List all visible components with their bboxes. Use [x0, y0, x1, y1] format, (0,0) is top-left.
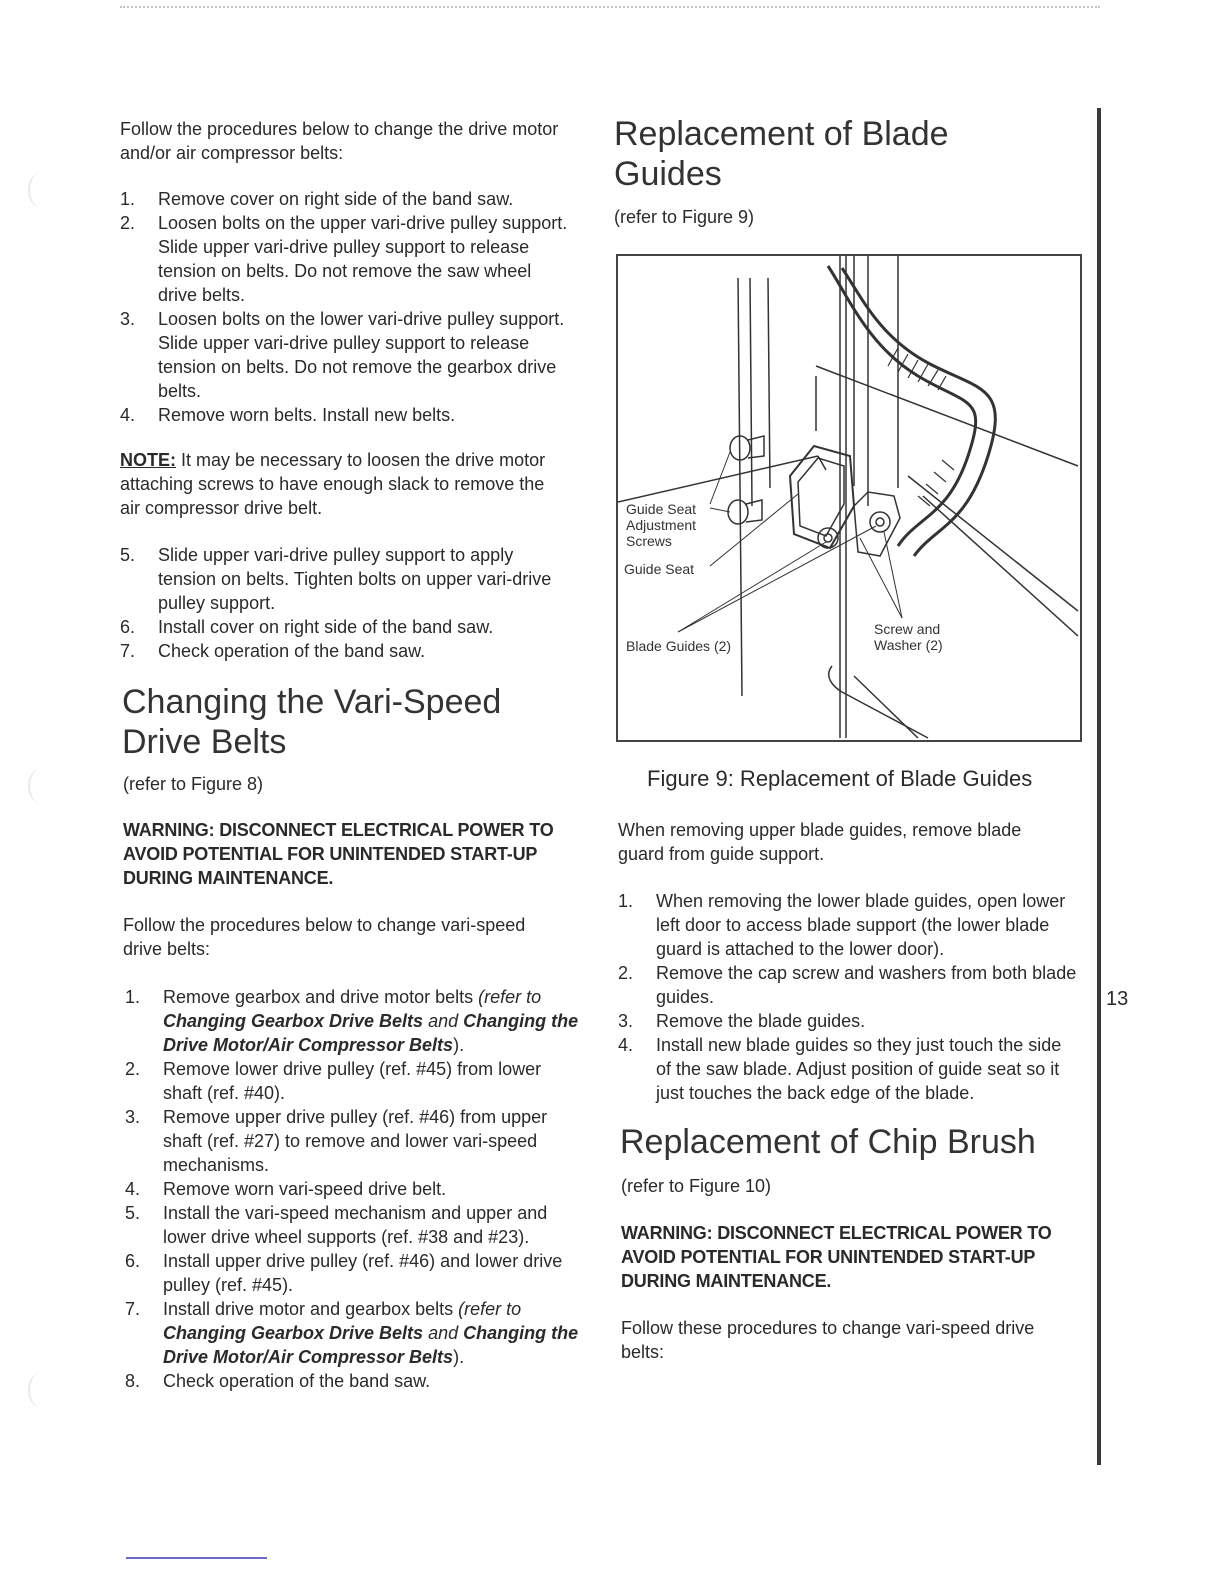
figure-label: Guide Seat — [626, 501, 697, 517]
air-hose — [828, 266, 976, 546]
table-edge — [618, 456, 818, 502]
list-item: 7. Check operation of the band saw. — [120, 641, 426, 661]
figure-reference: (refer to Figure 9) — [614, 207, 755, 227]
figure-label: Screw and — [874, 621, 941, 637]
punch-hole-mark — [28, 172, 56, 208]
punch-hole-mark — [28, 1372, 56, 1408]
list-item: 3. Remove upper drive pulley (ref. #46) from upper shaft (ref. #27) to remove and lower vari-speed mechanisms. — [125, 1107, 548, 1175]
footer-rule — [126, 1557, 267, 1559]
procedure-intro: Follow these procedures to change vari-speed drive belts: — [621, 1318, 1035, 1362]
lower-frame-line — [829, 666, 928, 738]
removal-intro: When removing upper blade guides, remove blade guard from guide support. — [618, 820, 1022, 864]
figure-9-illustration — [616, 254, 1082, 742]
list-item: 6. Install cover on right side of the band saw. — [120, 617, 494, 637]
list-item: 5. Install the vari-speed mechanism and upper and lower drive wheel supports (ref. #38 and #23). — [125, 1203, 548, 1247]
list-item: 2. Loosen bolts on the upper vari-drive pulley support. Slide upper vari-drive pulley support to release tension on belts. Do not remove the saw wheel drive belts. — [120, 213, 568, 305]
list-item: 7. Install drive motor and gearbox belts (refer to Changing Gearbox Drive Belts and Changing the Drive Motor/Air Compressor Belts). — [125, 1299, 579, 1367]
panel-edge — [816, 366, 1078, 466]
figure-label: Screws — [626, 533, 672, 549]
guide-seat-face — [798, 458, 844, 536]
list-item: 5. Slide upper vari-drive pulley support to apply tension on belts. Tighten bolts on upper vari-drive pulley support. — [120, 545, 552, 613]
cross-reference: Changing Gearbox Drive Belts — [163, 1011, 424, 1031]
figure-caption: Figure 9: Replacement of Blade Guides — [647, 766, 1033, 791]
cross-reference: Changing the Drive Motor/Air Compressor Belts — [163, 1323, 579, 1367]
section-heading: Replacement of Chip Brush — [620, 1123, 1036, 1161]
list-item: 6. Install upper drive pulley (ref. #46) and lower drive pulley (ref. #45). — [125, 1251, 563, 1295]
blade-guide-steps-list — [618, 889, 1080, 1105]
section-heading: Changing the Vari-Speed Drive Belts — [122, 683, 502, 761]
figure-label: Guide Seat — [624, 561, 695, 577]
air-hose — [842, 268, 995, 556]
list-item: 4. Remove worn vari-speed drive belt. — [125, 1179, 447, 1199]
list-item: 8. Check operation of the band saw. — [125, 1371, 431, 1391]
margin-rule — [1097, 108, 1101, 1465]
right-body — [618, 818, 1078, 866]
screw-head — [824, 534, 832, 542]
frame-line — [768, 278, 770, 488]
list-item: 4. Install new blade guides so they just touch the side of the saw blade. Adjust position of guide seat so it just touches the back edge of the blade. — [618, 1035, 1062, 1103]
list-item: 2. Remove lower drive pulley (ref. #45) from lower shaft (ref. #40). — [125, 1059, 542, 1103]
scan-top-noise — [120, 6, 1100, 11]
leader-line — [710, 508, 730, 512]
note-paragraph: NOTE: It may be necessary to loosen the drive motor attaching screws to have enough slack to remove the air compressor drive belt. — [120, 450, 546, 518]
warning-text: WARNING: DISCONNECT ELECTRICAL POWER TO AVOID POTENTIAL FOR UNINTENDED START-UP DURING MAINTENANCE. — [123, 820, 554, 888]
punch-hole-mark — [28, 768, 56, 804]
list-item: 3. Loosen bolts on the lower vari-drive pulley support. Slide upper vari-drive pulley support to release tension on belts. Do not remove the gearbox drive belts. — [120, 309, 565, 401]
list-item: 1. Remove cover on right side of the band saw. — [120, 189, 514, 209]
figure-reference: (refer to Figure 10) — [621, 1176, 772, 1196]
note-label: NOTE: — [120, 450, 176, 470]
screw-head — [876, 518, 884, 526]
procedure-intro: Follow the procedures below to change vari-speed drive belts: — [123, 915, 526, 959]
belt-steps-list-a — [120, 187, 575, 427]
intro-paragraph: Follow the procedures below to change the drive motor and/or air compressor belts: — [120, 119, 559, 163]
leader-line — [678, 542, 826, 632]
lower-frame-line — [854, 676, 918, 738]
list-item: 1. Remove gearbox and drive motor belts (refer to Changing Gearbox Drive Belts and Changing the Drive Motor/Air Compressor Belts). — [125, 987, 579, 1055]
panel-edge — [923, 496, 1078, 636]
figure-reference: (refer to Figure 8) — [123, 774, 264, 794]
blade-guide-right — [870, 512, 890, 532]
list-item: 3. Remove the blade guides. — [618, 1011, 866, 1031]
vari-speed-steps-list — [125, 985, 585, 1393]
panel-edge — [908, 476, 1078, 611]
leader-line — [710, 494, 798, 566]
list-item: 1. When removing the lower blade guides, open lower left door to access blade support (the lower blade guard is attached to the lower door). — [618, 891, 1066, 959]
cross-reference: Changing Gearbox Drive Belts — [163, 1323, 424, 1343]
warning-text: WARNING: DISCONNECT ELECTRICAL POWER TO AVOID POTENTIAL FOR UNINTENDED START-UP DURING MAINTENANCE. — [621, 1223, 1052, 1291]
list-item: 2. Remove the cap screw and washers from both blade guides. — [618, 963, 1077, 1007]
frame-line — [738, 278, 742, 696]
cross-reference: Changing the Drive Motor/Air Compressor Belts — [163, 1011, 579, 1055]
adjustment-screw — [728, 500, 748, 524]
list-item: 4. Remove worn belts. Install new belts. — [120, 405, 456, 425]
figure-label: Adjustment — [626, 517, 697, 533]
figure-label: Blade Guides (2) — [626, 638, 732, 654]
belt-steps-list-b — [120, 543, 575, 663]
page-number: 13 — [1106, 988, 1129, 1010]
figure-label: Washer (2) — [874, 637, 943, 653]
section-heading: Replacement of Blade Guides — [614, 115, 949, 193]
blade-guide-drawing — [618, 256, 1080, 740]
leader-line — [860, 538, 902, 618]
leader-line — [710, 452, 730, 504]
